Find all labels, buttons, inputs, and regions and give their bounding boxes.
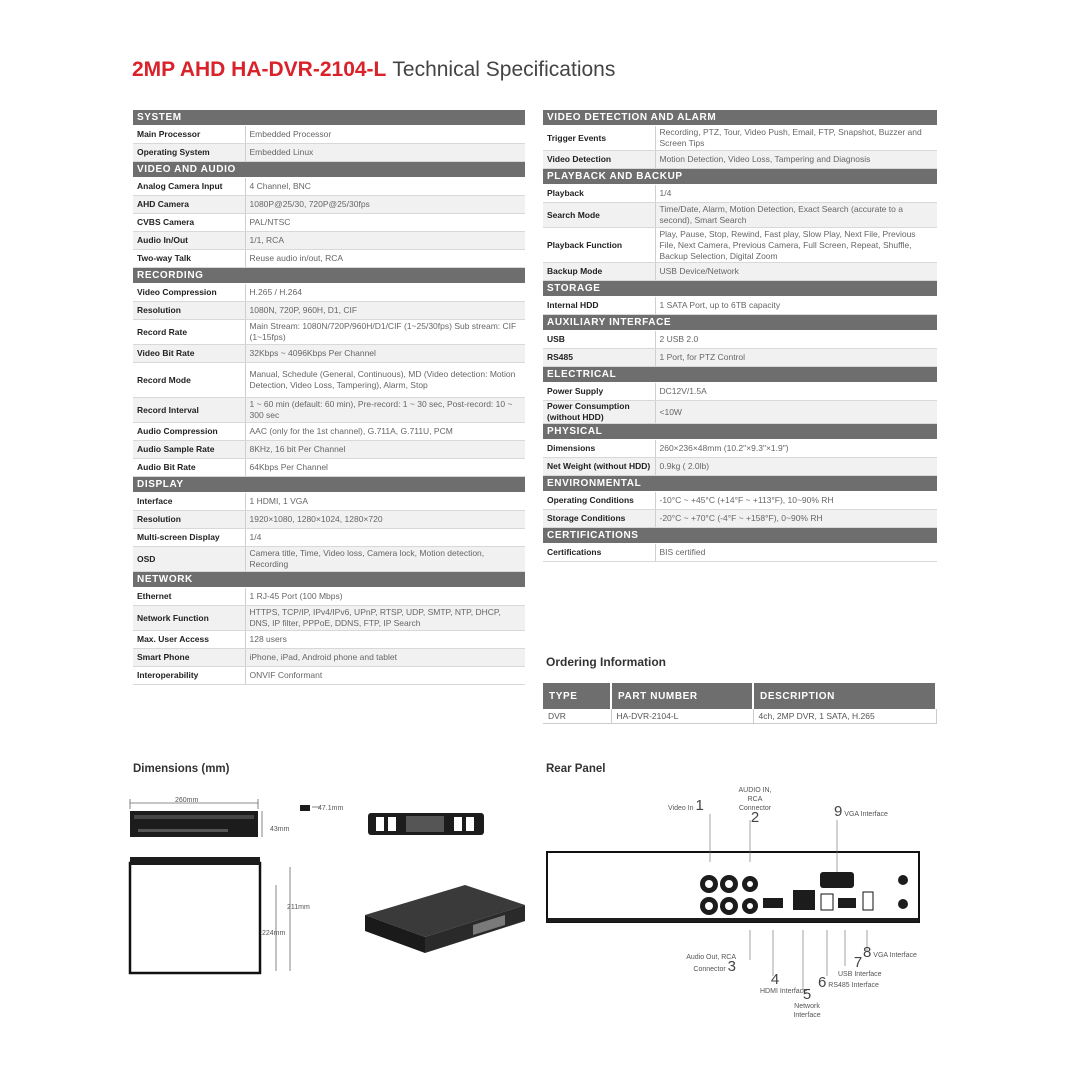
dvr-isometric-view <box>355 875 535 965</box>
dim-depth-label-a: 211mm <box>287 904 310 911</box>
spec-label: Power Supply <box>543 383 655 401</box>
spec-row <box>133 178 525 196</box>
spec-label: Power Consumption (without HDD) <box>543 401 655 424</box>
spec-value: -10°C ~ +45°C (+14°F ~ +113°F), 10~90% RH <box>655 492 937 510</box>
section-header <box>133 477 525 493</box>
callout-7: 7 USB Interface <box>838 954 882 978</box>
section-header <box>543 315 937 331</box>
spec-label: Max. User Access <box>133 631 245 649</box>
spec-label: Resolution <box>133 511 245 529</box>
ordering-row <box>543 709 936 724</box>
dim-width-label: 260mm <box>175 797 199 804</box>
spec-label: Video Compression <box>133 284 245 302</box>
spec-label: Network Function <box>133 606 245 631</box>
dimensions-front-drawing <box>126 795 346 845</box>
spec-row <box>133 667 525 685</box>
spec-value: ONVIF Conformant <box>245 667 525 685</box>
callout-1: Video In 1 <box>668 797 704 814</box>
spec-row <box>133 529 525 547</box>
section-header <box>543 169 937 185</box>
spec-value: Embedded Linux <box>245 144 525 162</box>
spec-row <box>133 232 525 250</box>
ordering-type: DVR <box>543 709 611 724</box>
spec-label: RS485 <box>543 349 655 367</box>
spec-label: CVBS Camera <box>133 214 245 232</box>
section-header <box>543 110 937 126</box>
callout-9: 9 VGA Interface <box>834 803 888 820</box>
spec-row <box>133 423 525 441</box>
spec-row <box>133 126 525 144</box>
spec-value: 1/1, RCA <box>245 232 525 250</box>
spec-label: Playback Function <box>543 228 655 263</box>
spec-row <box>133 441 525 459</box>
spec-row <box>543 492 937 510</box>
spec-value: 1080P@25/30, 720P@25/30fps <box>245 196 525 214</box>
spec-label: Multi-screen Display <box>133 529 245 547</box>
spec-row <box>133 649 525 667</box>
spec-row <box>543 440 937 458</box>
dimensions-title: Dimensions (mm) <box>133 763 230 775</box>
title-model: 2MP AHD HA-DVR-2104-L <box>132 58 387 81</box>
spec-value: 2 USB 2.0 <box>655 331 937 349</box>
spec-row <box>133 606 525 631</box>
spec-label: Record Rate <box>133 320 245 345</box>
callout-6: 6 RS485 Interface <box>818 974 879 991</box>
spec-row <box>133 547 525 572</box>
spec-value: Recording, PTZ, Tour, Video Push, Email, FTP, Snapshot, Buzzer and Screen Tips <box>655 126 937 151</box>
spec-row <box>543 401 937 424</box>
spec-value: 260×236×48mm (10.2"×9.3"×1.9") <box>655 440 937 458</box>
section-header <box>133 572 525 588</box>
spec-value: PAL/NTSC <box>245 214 525 232</box>
section-header-label: VIDEO DETECTION AND ALARM <box>543 110 937 126</box>
spec-label: Trigger Events <box>543 126 655 151</box>
callout-2: AUDIO IN, RCA Connector 2 <box>738 787 772 826</box>
section-header <box>543 424 937 440</box>
spec-value: 32Kbps ~ 4096Kbps Per Channel <box>245 345 525 363</box>
spec-row <box>543 297 937 315</box>
ordering-header-part: PART NUMBER <box>611 683 753 709</box>
section-header-label: SYSTEM <box>133 110 525 126</box>
left-spec-table <box>133 110 525 685</box>
spec-value: 1 SATA Port, up to 6TB capacity <box>655 297 937 315</box>
spec-row <box>133 398 525 423</box>
spec-row <box>133 250 525 268</box>
spec-label: Audio Bit Rate <box>133 459 245 477</box>
spec-label: Audio In/Out <box>133 232 245 250</box>
section-header <box>133 268 525 284</box>
spec-row <box>133 196 525 214</box>
section-header-label: PHYSICAL <box>543 424 937 440</box>
dimensions-top-drawing <box>126 853 326 983</box>
ordering-table <box>543 683 937 724</box>
spec-value: 128 users <box>245 631 525 649</box>
spec-row <box>543 331 937 349</box>
spec-value: Manual, Schedule (General, Continuous), MD (Video detection: Motion Detection, Video Loss, Tampering), Alarm, Stop <box>245 363 525 398</box>
spec-value: 1 ~ 60 min (default: 60 min), Pre-record: 1 ~ 30 sec, Post-record: 10 ~ 300 sec <box>245 398 525 423</box>
spec-label: Two-way Talk <box>133 250 245 268</box>
spec-label: USB <box>543 331 655 349</box>
ordering-title: Ordering Information <box>546 655 666 669</box>
spec-label: Internal HDD <box>543 297 655 315</box>
spec-value: Camera title, Time, Video loss, Camera lock, Motion detection, Recording <box>245 547 525 572</box>
spec-value: BIS certified <box>655 544 937 562</box>
spec-label: Playback <box>543 185 655 203</box>
section-header <box>543 528 937 544</box>
section-header <box>543 367 937 383</box>
callout-4: 4 HDMI Interface <box>760 971 808 995</box>
ordering-part-number: HA-DVR-2104-L <box>611 709 753 724</box>
spec-value: HTTPS, TCP/IP, IPv4/IPv6, UPnP, RTSP, UDP, SMTP, NTP, DHCP, DNS, IP filter, PPPoE, DDNS, FTP, IP Search <box>245 606 525 631</box>
spec-row <box>543 458 937 476</box>
spec-value: 8KHz, 16 bit Per Channel <box>245 441 525 459</box>
callout-8: 8 VGA Interface <box>863 944 917 961</box>
spec-label: OSD <box>133 547 245 572</box>
rear-panel-title: Rear Panel <box>546 763 606 775</box>
spec-label: AHD Camera <box>133 196 245 214</box>
spec-row <box>133 214 525 232</box>
dim-height-label: 47.1mm <box>318 805 344 812</box>
spec-label: Resolution <box>133 302 245 320</box>
section-header <box>543 476 937 492</box>
spec-value: USB Device/Network <box>655 263 937 281</box>
spec-row <box>543 151 937 169</box>
spec-row <box>133 144 525 162</box>
section-header-label: STORAGE <box>543 281 937 297</box>
ordering-description: 4ch, 2MP DVR, 1 SATA, H.265 <box>753 709 936 724</box>
spec-row <box>133 284 525 302</box>
spec-row <box>133 459 525 477</box>
ordering-header-description: DESCRIPTION <box>753 683 936 709</box>
spec-value: 64Kbps Per Channel <box>245 459 525 477</box>
section-header-label: PLAYBACK AND BACKUP <box>543 169 937 185</box>
spec-label: Interoperability <box>133 667 245 685</box>
dim-front-label: 43mm <box>270 826 290 833</box>
spec-label: Dimensions <box>543 440 655 458</box>
spec-value: 1 HDMI, 1 VGA <box>245 493 525 511</box>
spec-row <box>543 126 937 151</box>
spec-value: Embedded Processor <box>245 126 525 144</box>
page-title <box>132 58 615 82</box>
spec-label: Smart Phone <box>133 649 245 667</box>
spec-value: 4 Channel, BNC <box>245 178 525 196</box>
spec-value: Play, Pause, Stop, Rewind, Fast play, Slow Play, Next File, Previous File, Next Camera, Previous Camera, Full Screen, Repeat, Shuffle, Backup Selection, Digital Zoom <box>655 228 937 263</box>
spec-label: Audio Compression <box>133 423 245 441</box>
spec-row <box>543 185 937 203</box>
spec-value: <10W <box>655 401 937 424</box>
spec-label: Ethernet <box>133 588 245 606</box>
spec-label: Audio Sample Rate <box>133 441 245 459</box>
section-header-label: RECORDING <box>133 268 525 284</box>
spec-row <box>133 511 525 529</box>
spec-label: Record Interval <box>133 398 245 423</box>
spec-row <box>133 588 525 606</box>
spec-label: Operating Conditions <box>543 492 655 510</box>
spec-label: Search Mode <box>543 203 655 228</box>
spec-row <box>543 203 937 228</box>
spec-value: 1080N, 720P, 960H, D1, CIF <box>245 302 525 320</box>
spec-value: 1920×1080, 1280×1024, 1280×720 <box>245 511 525 529</box>
title-suffix: Technical Specifications <box>392 58 616 81</box>
section-header-label: AUXILIARY INTERFACE <box>543 315 937 331</box>
spec-value: Main Stream: 1080N/720P/960H/D1/CIF (1~25/30fps) Sub stream: CIF (1~15fps) <box>245 320 525 345</box>
spec-value: DC12V/1.5A <box>655 383 937 401</box>
spec-value: 1/4 <box>655 185 937 203</box>
spec-value: 0.9kg ( 2.0lb) <box>655 458 937 476</box>
spec-row <box>133 631 525 649</box>
spec-value: Time/Date, Alarm, Motion Detection, Exact Search (accurate to a second), Smart Search <box>655 203 937 228</box>
spec-row <box>543 349 937 367</box>
spec-label: Video Bit Rate <box>133 345 245 363</box>
spec-row <box>133 493 525 511</box>
spec-value: iPhone, iPad, Android phone and tablet <box>245 649 525 667</box>
callout-5: 5 Network Interface <box>793 986 821 1019</box>
spec-value: Motion Detection, Video Loss, Tampering and Diagnosis <box>655 151 937 169</box>
section-header-label: ENVIRONMENTAL <box>543 476 937 492</box>
spec-label: Main Processor <box>133 126 245 144</box>
spec-label: Certifications <box>543 544 655 562</box>
section-header <box>133 162 525 178</box>
spec-row <box>133 320 525 345</box>
ordering-header-type: TYPE <box>543 683 611 709</box>
spec-value: 1/4 <box>245 529 525 547</box>
spec-value: 1 Port, for PTZ Control <box>655 349 937 367</box>
spec-row <box>133 345 525 363</box>
spec-row <box>543 228 937 263</box>
spec-row <box>133 302 525 320</box>
section-header <box>133 110 525 126</box>
spec-value: 1 RJ-45 Port (100 Mbps) <box>245 588 525 606</box>
spec-label: Storage Conditions <box>543 510 655 528</box>
spec-value: H.265 / H.264 <box>245 284 525 302</box>
section-header-label: CERTIFICATIONS <box>543 528 937 544</box>
dim-depth-label-b: 224mm <box>262 930 286 937</box>
section-header <box>543 281 937 297</box>
spec-row <box>543 383 937 401</box>
spec-label: Video Detection <box>543 151 655 169</box>
spec-label: Interface <box>133 493 245 511</box>
spec-row <box>133 363 525 398</box>
spec-label: Analog Camera Input <box>133 178 245 196</box>
spec-label: Backup Mode <box>543 263 655 281</box>
section-header-label: NETWORK <box>133 572 525 588</box>
section-header-label: DISPLAY <box>133 477 525 493</box>
spec-label: Record Mode <box>133 363 245 398</box>
section-header-label: VIDEO AND AUDIO <box>133 162 525 178</box>
right-spec-table <box>543 110 937 562</box>
section-header-label: ELECTRICAL <box>543 367 937 383</box>
callout-3: Audio Out, RCA Connector 3 <box>686 954 736 975</box>
spec-value: AAC (only for the 1st channel), G.711A, G.711U, PCM <box>245 423 525 441</box>
spec-label: Net Weight (without HDD) <box>543 458 655 476</box>
spec-row <box>543 510 937 528</box>
spec-label: Operating System <box>133 144 245 162</box>
spec-value: Reuse audio in/out, RCA <box>245 250 525 268</box>
spec-value: -20°C ~ +70°C (-4°F ~ +158°F), 0~90% RH <box>655 510 937 528</box>
spec-row <box>543 263 937 281</box>
dvr-front-view <box>362 805 492 845</box>
spec-row <box>543 544 937 562</box>
